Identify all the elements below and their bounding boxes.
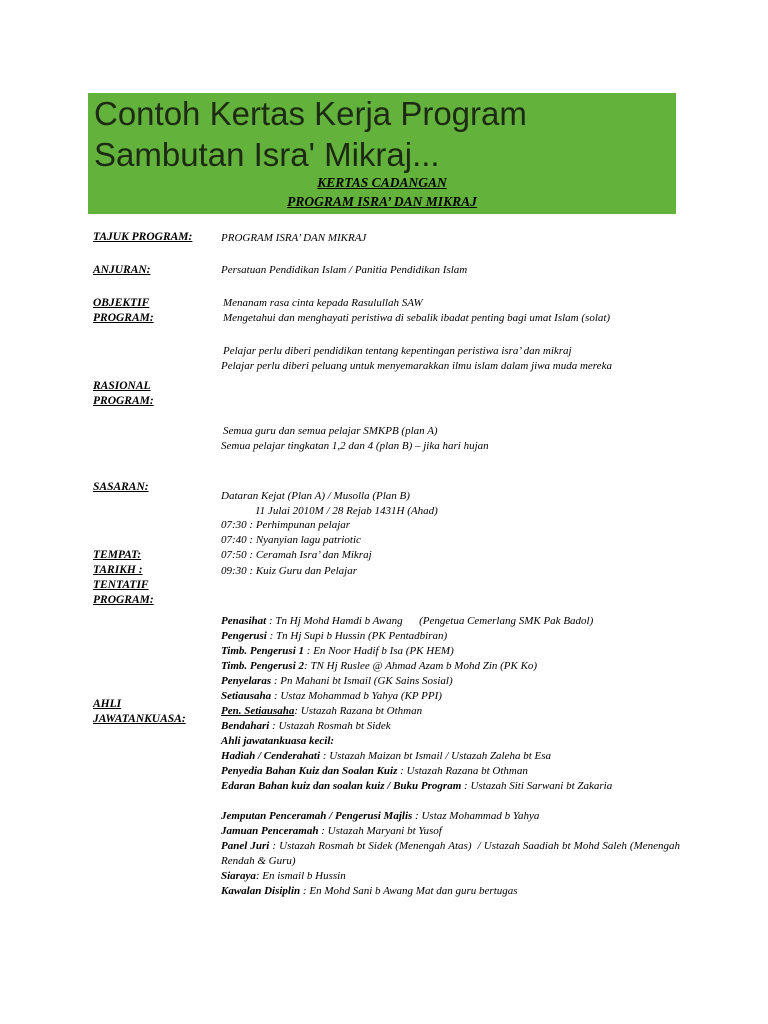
label-ahli-1: AHLI [93, 698, 122, 710]
label-tajuk-program: TAJUK PROGRAM: [93, 231, 193, 243]
title-line-1: Contoh Kertas Kerja Program [94, 95, 527, 132]
committee-edaran-bahan: Edaran Bahan kuiz dan soalan kuiz / Buku Program : Ustazah Siti Sarwani bt Zakaria [221, 780, 613, 792]
committee-hadiah: Hadiah / Cenderahati : Ustazah Maizan bt Ismail / Ustazah Zaleha bt Esa [221, 750, 552, 762]
committee-timb-pengerusi-2: Timb. Pengerusi 2: TN Hj Ruslee @ Ahmad Azam b Mohd Zin (PK Ko) [221, 660, 538, 672]
value-sasaran-2: Semua pelajar tingkatan 1,2 dan 4 (plan B) – jika hari hujan [221, 440, 489, 452]
label-tentatif-1: TENTATIF [93, 579, 149, 591]
label-tempat: TEMPAT: [93, 549, 142, 561]
committee-kawalan-disiplin: Kawalan Disiplin : En Mohd Sani b Awang Mat dan guru bertugas [221, 885, 518, 897]
value-tentatif-1: 07:30 : Perhimpunan pelajar [221, 519, 351, 531]
label-objektif-1: OBJEKTIF [93, 297, 150, 309]
subtitle-kertas-cadangan: KERTAS CADANGAN [317, 175, 447, 190]
value-tajuk-program: PROGRAM ISRA’ DAN MIKRAJ [221, 232, 367, 244]
committee-panel-juri: Panel Juri : Ustazah Rosmah bt Sidek (Menengah Atas) / Ustazah Saadiah bt Mohd Saleh (Menengah Rendah & Guru) [221, 840, 683, 867]
value-objektif-1: Menanam rasa cinta kepada Rasulullah SAW [223, 297, 423, 309]
committee-jemputan-penceramah: Jemputan Penceramah / Pengerusi Majlis : Ustaz Mohammad b Yahya [221, 810, 540, 822]
committee-penyedia-bahan-kuiz: Penyedia Bahan Kuiz dan Soalan Kuiz : Ustazah Razana bt Othman [221, 765, 528, 777]
committee-ajk-kecil: Ahli jawatankuasa kecil: [221, 735, 335, 747]
label-anjuran: ANJURAN: [93, 264, 151, 276]
title-line-2: Sambutan Isra' Mikraj... [94, 136, 440, 173]
value-rasional-1: Pelajar perlu diberi pendidikan tentang kepentingan peristiwa isra’ dan mikraj [223, 345, 572, 357]
value-sasaran-1: Semua guru dan semua pelajar SMKPB (plan A) [223, 425, 438, 437]
value-rasional-2: Pelajar perlu diberi peluang untuk menyemarakkan ilmu islam dalam jiwa muda mereka [221, 360, 612, 372]
committee-setiausaha: Setiausaha : Ustaz Mohammad b Yahya (KP PPI) [221, 690, 442, 702]
label-ahli-2: JAWATANKUASA: [93, 713, 186, 725]
value-objektif-2: Mengetahui dan menghayati peristiwa di sebalik ibadat penting bagi umat Islam (solat) [223, 312, 611, 324]
label-tarikh: TARIKH : [93, 564, 143, 576]
label-objektif-2: PROGRAM: [93, 312, 154, 324]
title-banner [88, 93, 676, 214]
committee-jamuan-penceramah: Jamuan Penceramah : Ustazah Maryani bt Yusof [221, 825, 442, 837]
value-tarikh: 11 Julai 2010M / 28 Rejab 1431H (Ahad) [255, 505, 438, 517]
value-tentatif-4: 09:30 : Kuiz Guru dan Pelajar [221, 565, 357, 577]
committee-pen-setiausaha: Pen. Setiausaha: Ustazah Razana bt Othman [221, 705, 423, 717]
committee-penasihat: Penasihat : Tn Hj Mohd Hamdi b Awang (Pengetua Cemerlang SMK Pak Badol) [221, 615, 594, 627]
label-rasional-2: PROGRAM: [93, 395, 154, 407]
value-tempat: Dataran Kejat (Plan A) / Musolla (Plan B) [221, 490, 410, 502]
committee-bendahari: Bendahari : Ustazah Rosmah bt Sidek [221, 720, 391, 732]
value-tentatif-3: 07:50 : Ceramah Isra’ dan Mikraj [221, 549, 372, 561]
value-tentatif-2: 07:40 : Nyanyian lagu patriotic [221, 534, 361, 546]
label-rasional-1: RASIONAL [93, 380, 151, 392]
committee-siaraya: Siaraya: En ismail b Hussin [221, 870, 346, 882]
committee-pengerusi: Pengerusi : Tn Hj Supi b Hussin (PK Pentadbiran) [221, 630, 448, 642]
page-title [94, 93, 674, 175]
subtitle-program: PROGRAM ISRA’ DAN MIKRAJ [287, 194, 477, 209]
label-tentatif-2: PROGRAM: [93, 594, 154, 606]
committee-timb-pengerusi-1: Timb. Pengerusi 1 : En Noor Hadif b Isa (PK HEM) [221, 645, 454, 657]
value-anjuran: Persatuan Pendidikan Islam / Panitia Pendidikan Islam [221, 264, 468, 276]
committee-penyelaras: Penyelaras : Pn Mahani bt Ismail (GK Sains Sosial) [221, 675, 453, 687]
label-sasaran: SASARAN: [93, 481, 149, 493]
